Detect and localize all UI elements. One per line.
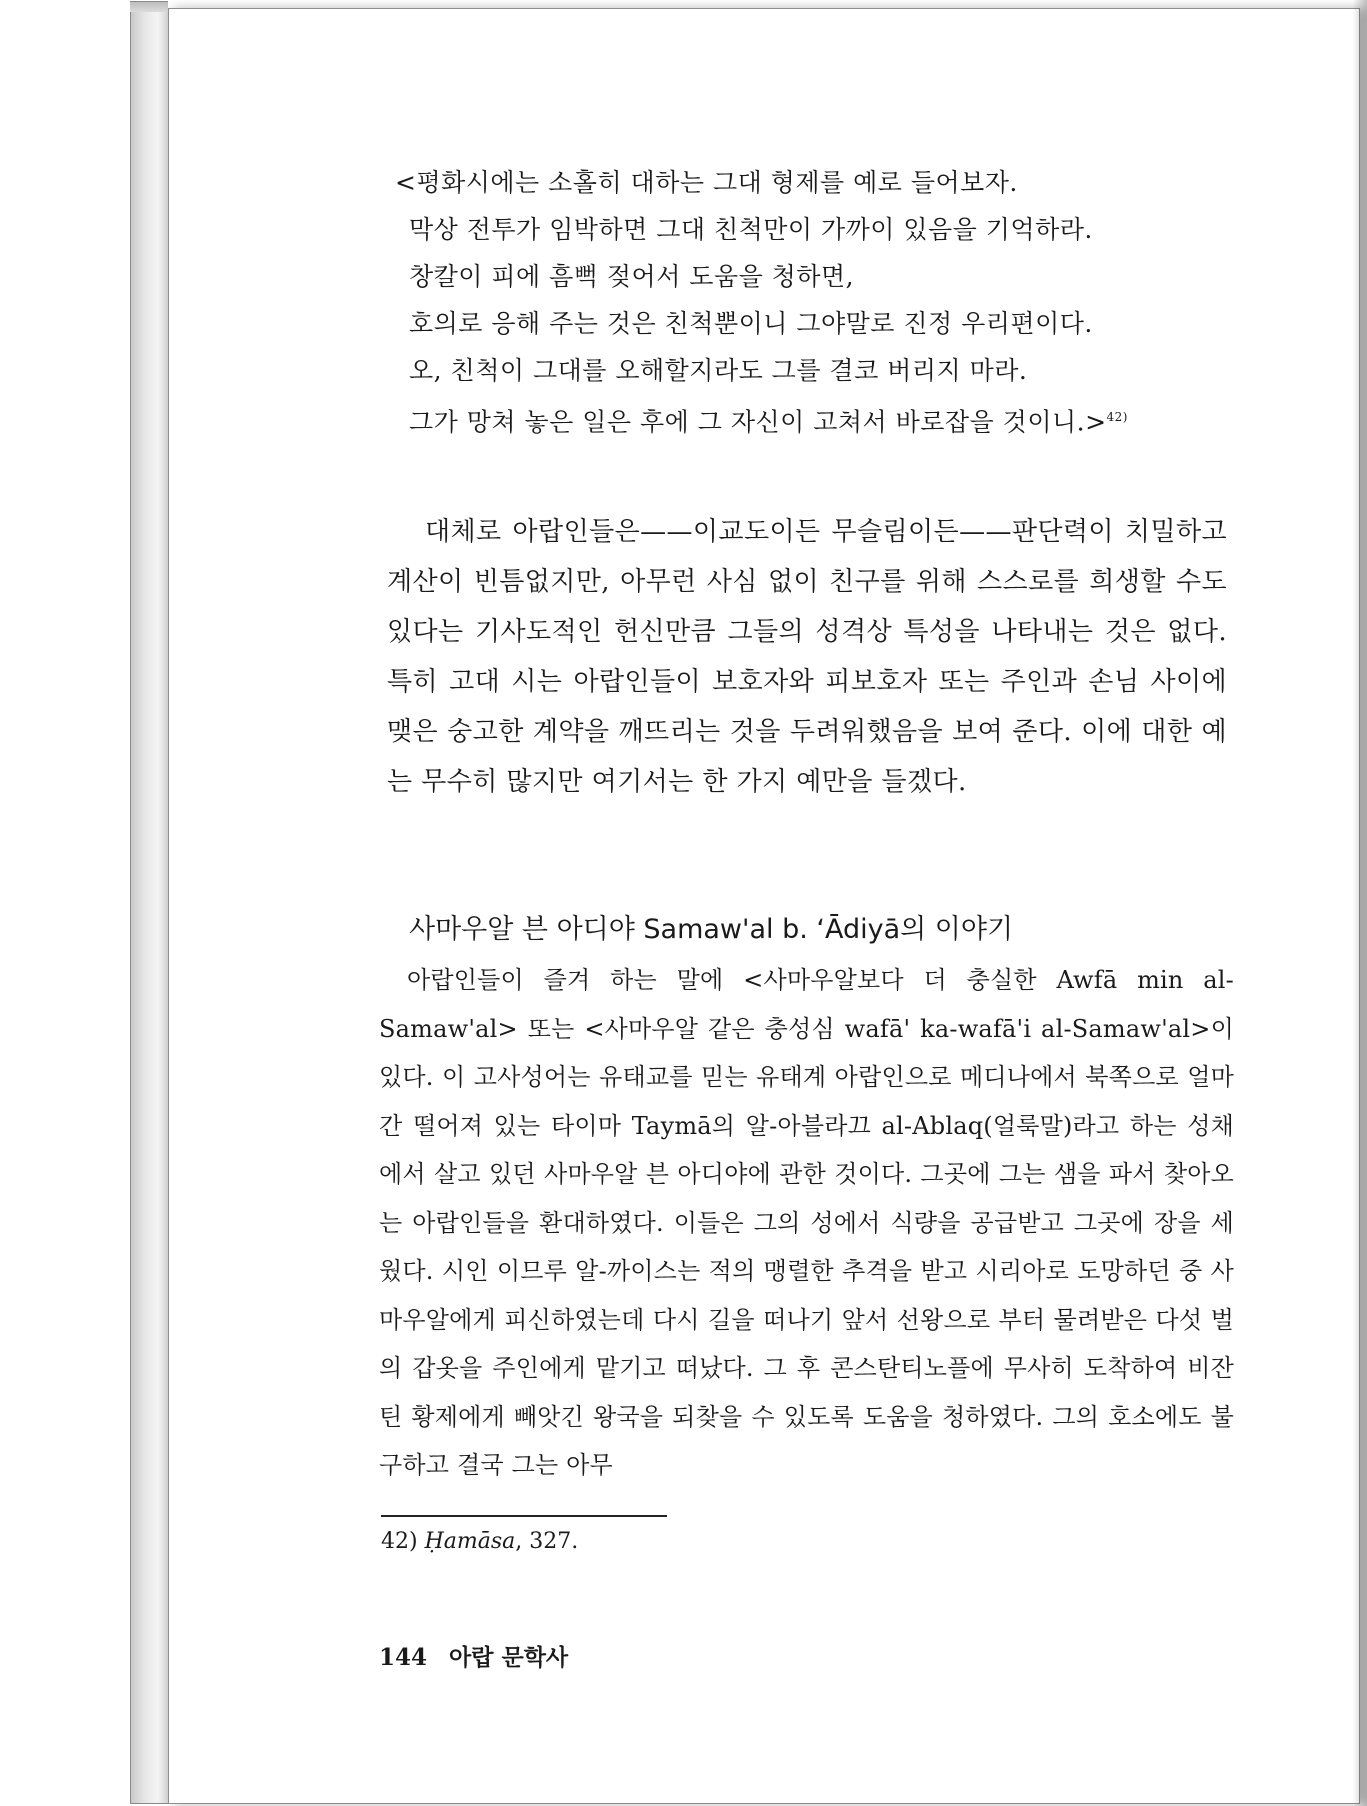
- page-number: 144: [379, 1644, 428, 1671]
- body-paragraph: [387, 507, 1227, 807]
- running-title: 아랍 문학사: [449, 1644, 569, 1671]
- paragraph-text: 아랍인들이 즐겨 하는 말에 <사마우알보다 더 충실한 Awfā min al-Samaw'al> 또는 <사마우알 같은 충성심 wafā' ka-wafā'i al-Samaw'al>이 있다. 이 고사성어는 유태교를 믿는 유태계 아랍인으로 메디나에서 북쪽으로 얼마간 떨어져 있는 타이마 Taymā의 알-아블라끄 al-Ablaq(얼룩말)라고 하는 성채에서 살고 있던 사마우알 븐 아디야에 관한 것이다. 그곳에 그는 샘을 파서 찾아오는 아랍인들을 환대하였다. 이들은 그의 성에서 식량을 공급받고 그곳에 장을 세웠다. 시인 이므루 알-까이스는 적의 맹렬한 추격을 받고 시리아로 도망하던 중 사마우알에게 피신하였는데 다시 길을 떠나기 앞서 선왕으로 부터 물려받은 다섯 벌의 갑옷을 주인에게 맡기고 떠났다. 그 후 콘스탄티노플에 무사히 도착하여 비잔틴 황제에게 빼앗긴 왕국을 되찾을 수 있도록 도움을 청하였다. 그의 호소에도 불구하고 결국 그는 아무: [379, 966, 1234, 1479]
- book-spine: [130, 8, 170, 1804]
- page-footer: [379, 1639, 568, 1672]
- paragraph-text: 대체로 아랍인들은——이교도이든 무슬림이든——판단력이 치밀하고 계산이 빈틈없지만, 아무런 사심 없이 친구를 위해 스스로를 희생할 수도 있다는 기사도적인 헌신만큼 그들의 성격상 특성을 나타내는 것은 없다. 특히 고대 시는 아랍인들이 보호자와 피보호자 또는 주인과 손님 사이에 맺은 숭고한 계약을 깨뜨리는 것을 두려워했음을 보여 준다. 이에 대한 예는 무수히 많지만 여기서는 한 가지 예만을 들겠다.: [387, 517, 1227, 797]
- footnote-number: 42): [381, 1529, 418, 1554]
- footnote: [381, 1529, 578, 1554]
- poem-line: 호의로 응해 주는 것은 친척뿐이니 그야말로 진정 우리편이다.: [409, 309, 1093, 338]
- section-heading: 사마우알 븐 아디야 Samaw'al b. ʻĀdiyā의 이야기: [409, 914, 1014, 945]
- page-shadow: [1353, 0, 1367, 1806]
- poem-line: 그가 망쳐 놓은 일은 후에 그 자신이 고쳐서 바로잡을 것이니.>$^{42)}$: [409, 407, 1128, 437]
- poem-block: [395, 159, 1367, 445]
- body-paragraph: [379, 956, 1234, 1490]
- footnote-reference: 42): [1106, 410, 1128, 424]
- book-page: [168, 8, 1360, 1804]
- poem-line: 막상 전투가 임박하면 그대 친척만이 가까이 있음을 기억하라.: [409, 215, 1093, 244]
- poem-line: 오, 친척이 그대를 오해할지라도 그를 결코 버리지 마라.: [409, 356, 1028, 385]
- footnote-page: , 327.: [515, 1529, 579, 1554]
- footnote-source: Ḥamāsa: [424, 1529, 516, 1554]
- poem-line: 창칼이 피에 흠뻑 젖어서 도움을 청하면,: [409, 262, 855, 291]
- poem-line: <평화시에는 소홀히 대하는 그대 형제를 예로 들어보자.: [395, 168, 1018, 197]
- footnote-divider: [381, 1515, 667, 1517]
